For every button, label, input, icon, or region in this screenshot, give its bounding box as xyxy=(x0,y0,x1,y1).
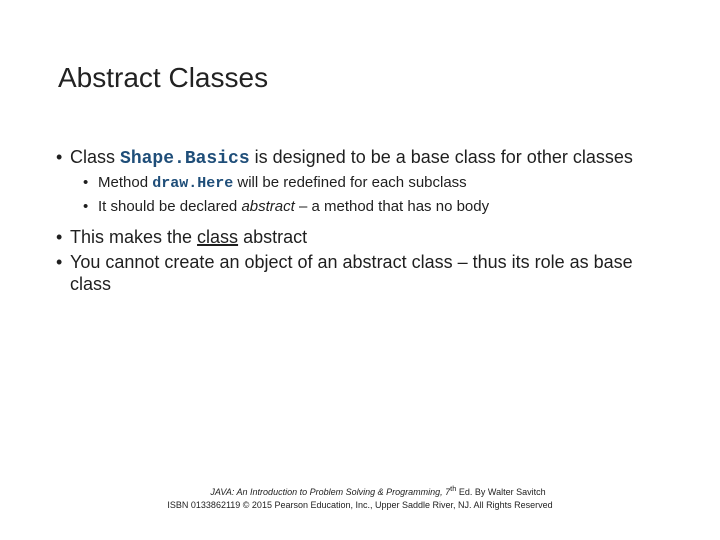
bullet-text-post: is designed to be a base class for other classes xyxy=(249,147,633,167)
bullet-icon: • xyxy=(56,147,63,167)
bullet-text-pre: This makes the xyxy=(70,227,198,247)
subbullet-text-post: will be redefined for each subclass xyxy=(233,174,467,191)
subbullet-icon: • xyxy=(83,198,89,215)
bullet-class-abstract xyxy=(56,226,676,248)
subbullet-text-pre: Method xyxy=(98,174,153,191)
footer-citation xyxy=(18,482,720,499)
code-shape-basics: Shape.Basics xyxy=(120,149,250,169)
slide-footer xyxy=(0,482,720,512)
footer-author: Ed. By Walter Savitch xyxy=(456,487,546,497)
bullet-icon: • xyxy=(56,252,63,272)
subbullet-text-post: – a method that has no body xyxy=(294,198,490,215)
subbullet-declared-abstract xyxy=(56,197,676,217)
bullet-text-post: abstract xyxy=(238,227,308,247)
bullet-icon: • xyxy=(56,227,63,247)
code-draw-here: draw.Here xyxy=(152,175,234,192)
footer-edition-suffix: th xyxy=(450,484,457,493)
underlined-class-word: class xyxy=(197,227,239,247)
slide-title: Abstract Classes xyxy=(58,62,269,93)
footer-book-title: JAVA: An Introduction to Problem Solving & Programming, 7 xyxy=(210,487,451,497)
bullet-cannot-create-object xyxy=(56,251,676,295)
abstract-emphasis: abstract xyxy=(241,198,295,215)
footer-copyright: ISBN 0133862119 © 2015 Pearson Education, Inc., Upper Saddle River, NJ. All Rights Reserved xyxy=(167,500,553,510)
slide-body xyxy=(56,146,676,298)
subbullet-icon: • xyxy=(83,174,89,191)
bullet-text-pre: Class xyxy=(70,147,121,167)
bullet-text: You cannot create an object of an abstract class – thus its role as base class xyxy=(70,252,633,294)
subbullet-text-pre: It should be declared xyxy=(98,198,242,215)
bullet-shape-basics xyxy=(56,146,676,170)
subbullet-draw-here xyxy=(56,173,676,194)
